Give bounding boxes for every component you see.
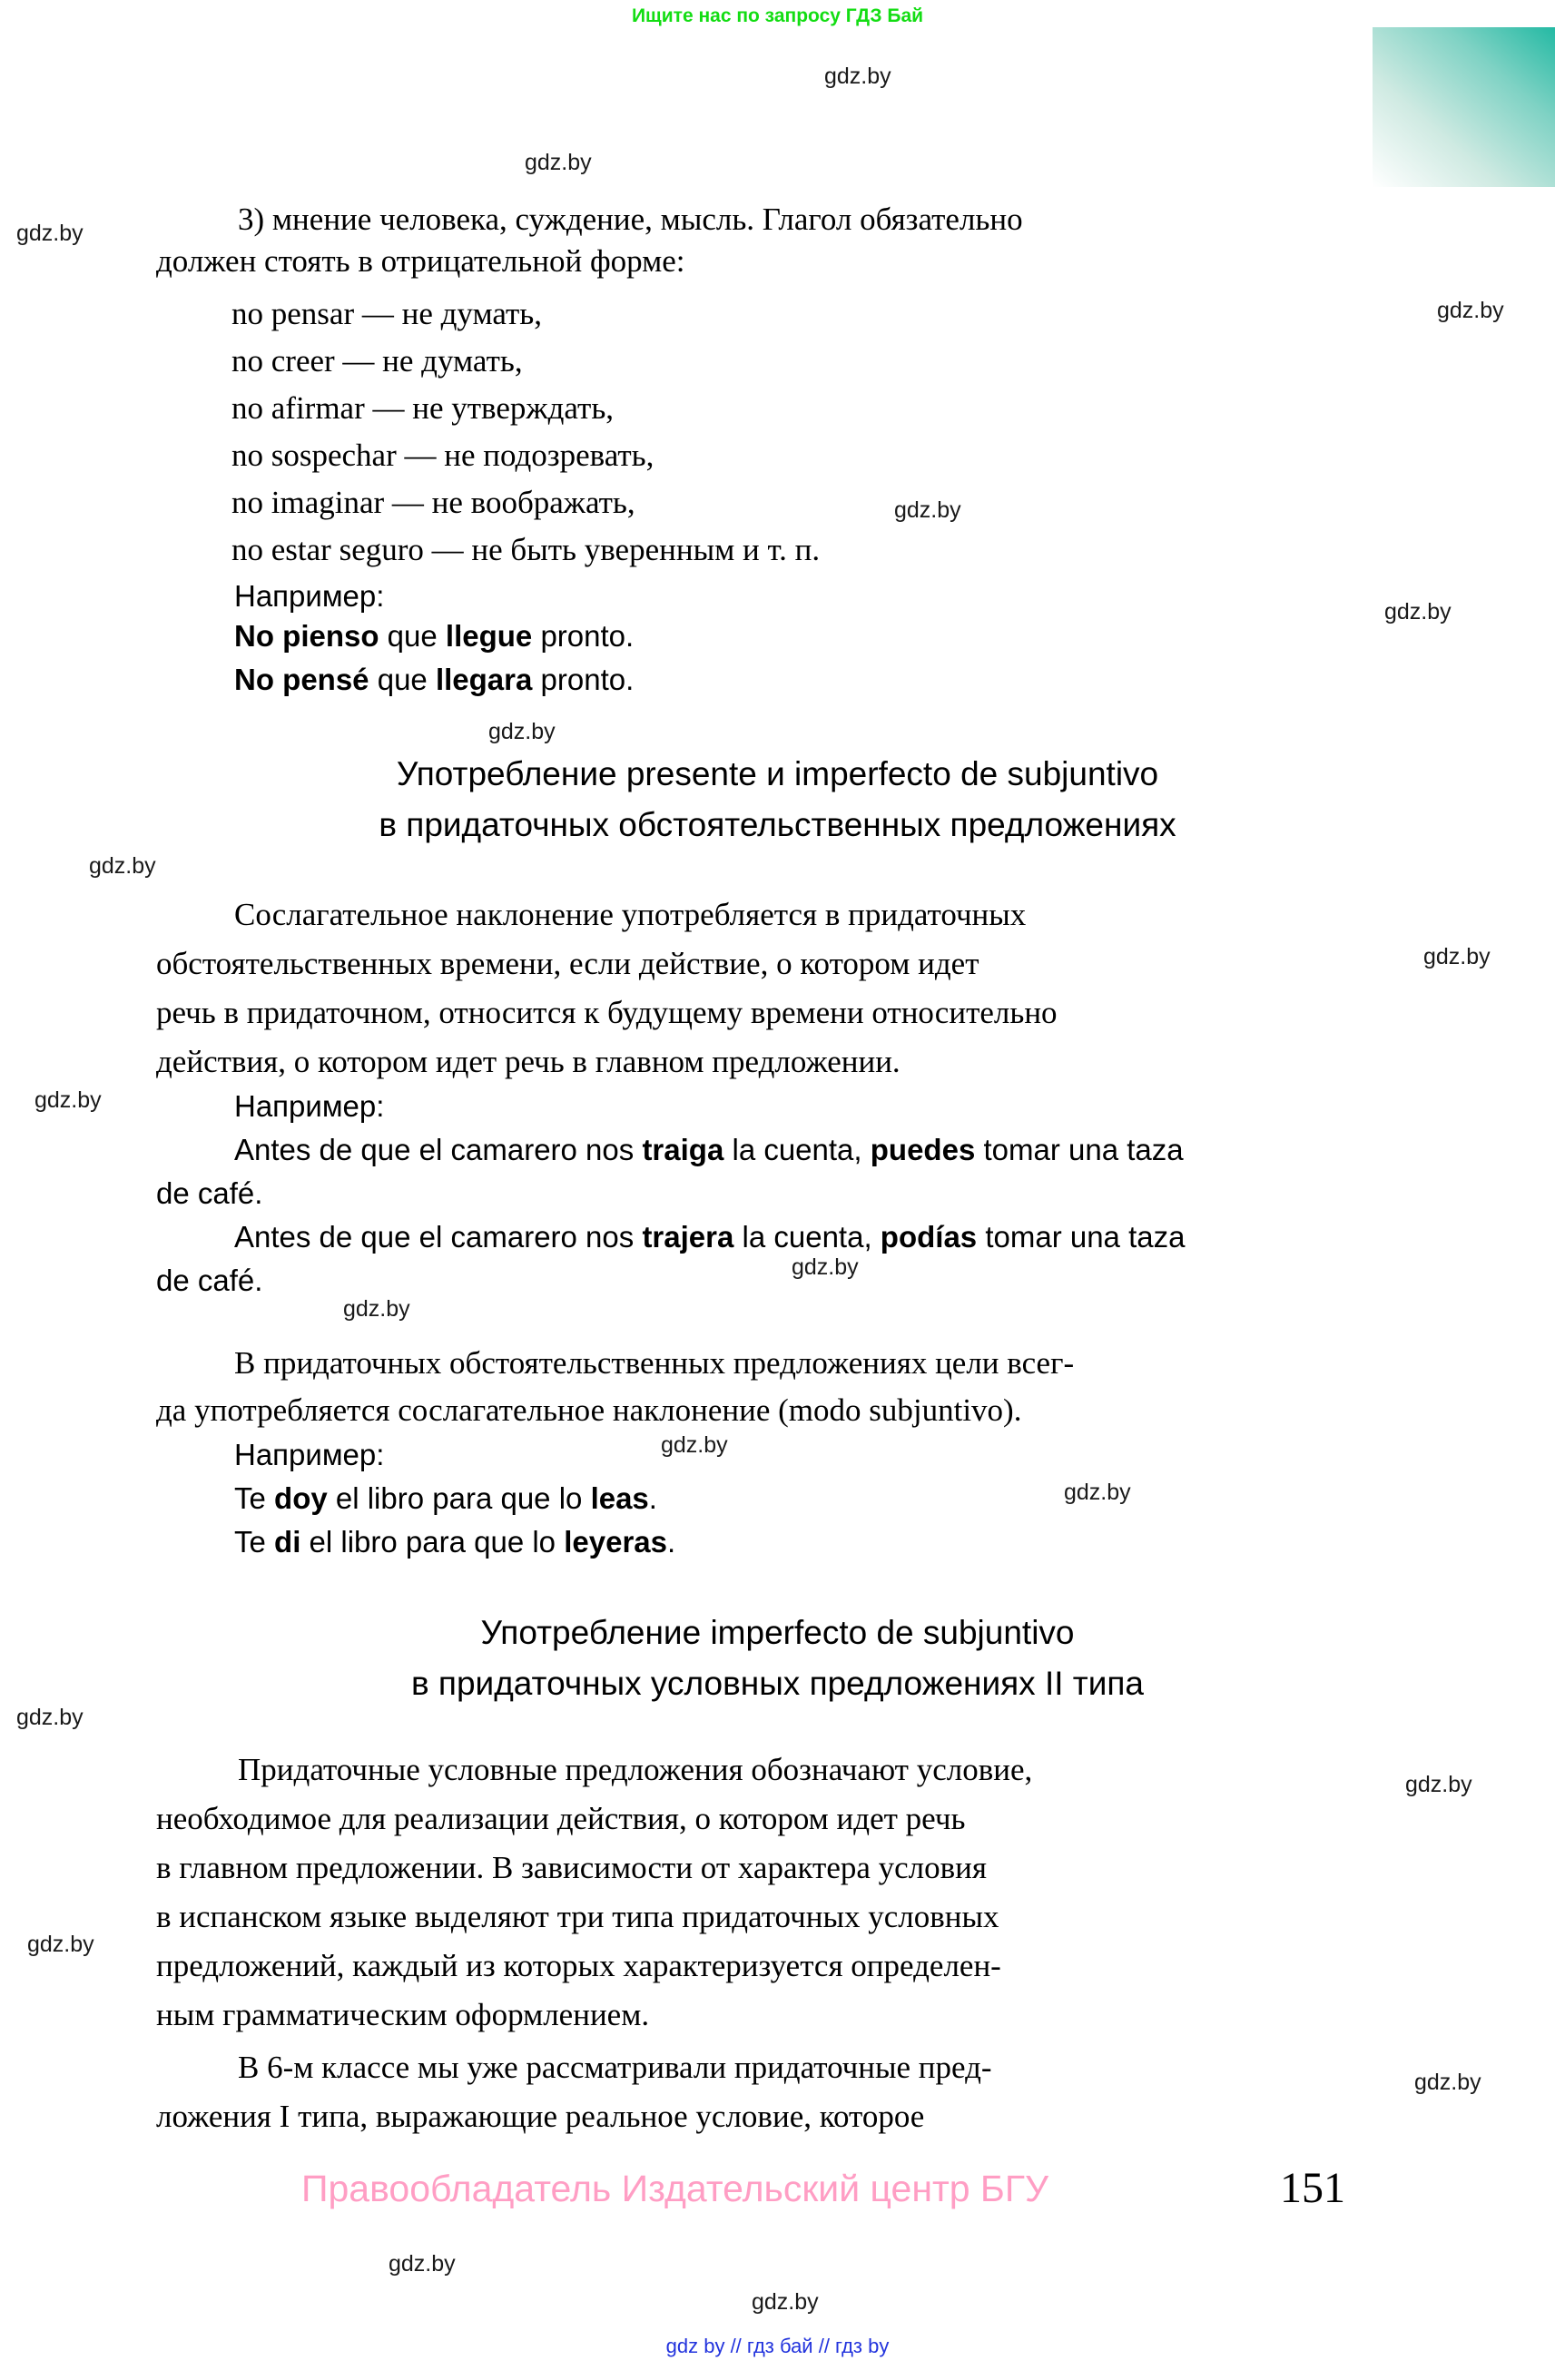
watermark-gdz: gdz.by xyxy=(1405,1772,1472,1797)
verb-list-item: no afirmar — не утверждать, xyxy=(231,390,615,426)
page-number: 151 xyxy=(1280,2164,1345,2212)
watermark-gdz: gdz.by xyxy=(894,497,961,523)
example-label: Например: xyxy=(234,579,385,613)
section-heading-1: в придаточных обстоятельственных предложениях xyxy=(379,806,1176,843)
teal-gradient-decoration xyxy=(1373,27,1555,187)
verb-list-item: no imaginar — не воображать, xyxy=(231,485,635,520)
example-sentence: Antes de que el camarero nos traiga la cuenta, puedes tomar una taza xyxy=(234,1133,1184,1166)
paragraph-line: В придаточных обстоятельственных предложениях цели всег- xyxy=(234,1345,1075,1381)
watermark-gdz: gdz.by xyxy=(752,2289,819,2315)
watermark-gdz: gdz.by xyxy=(1384,599,1452,625)
example-label: Например: xyxy=(234,1089,385,1123)
paragraph-line: обстоятельственных времени, если действие, о котором идет xyxy=(156,946,979,981)
verb-list-item: no estar seguro — не быть уверенным и т. п. xyxy=(231,532,821,567)
example-sentence: Te di el libro para que lo leyeras. xyxy=(234,1525,676,1559)
section-heading-2: Употребление imperfecto de subjuntivo xyxy=(480,1614,1075,1651)
example-sentence: No pensé que llegara pronto. xyxy=(234,663,635,696)
paragraph-line: в главном предложении. В зависимости от характера условия xyxy=(156,1850,988,1885)
paragraph-line: ным грамматическим оформлением. xyxy=(156,1997,650,2032)
watermark-gdz: gdz.by xyxy=(343,1296,410,1322)
watermark-gdz: gdz.by xyxy=(792,1254,859,1280)
footer-promo-text: gdz by // гдз бай // гдз by xyxy=(665,2335,890,2357)
paragraph-line: да употребляется сослагательное наклонение (modo subjuntivo). xyxy=(156,1392,1022,1428)
intro-paragraph-line: 3) мнение человека, суждение, мысль. Глагол обязательно xyxy=(238,202,1023,237)
intro-paragraph-line: должен стоять в отрицательной форме: xyxy=(156,243,685,279)
watermark-gdz: gdz.by xyxy=(27,1932,94,1957)
example-sentence: No pienso que llegue pronto. xyxy=(234,619,635,653)
watermark-gdz: gdz.by xyxy=(488,719,556,744)
example-sentence: de café. xyxy=(156,1176,263,1210)
watermark-gdz: gdz.by xyxy=(89,853,156,879)
example-label: Например: xyxy=(234,1438,385,1471)
example-sentence: Te doy el libro para que lo leas. xyxy=(234,1481,657,1515)
verb-list-item: no pensar — не думать, xyxy=(231,296,543,331)
paragraph-line: действия, о котором идет речь в главном предложении. xyxy=(156,1044,901,1079)
watermark-gdz: gdz.by xyxy=(1064,1480,1131,1505)
watermark-gdz: gdz.by xyxy=(824,64,891,89)
section-heading-1: Употребление presente и imperfecto de subjuntivo xyxy=(396,755,1159,792)
paragraph-line: речь в придаточном, относится к будущему времени относительно xyxy=(156,995,1058,1030)
paragraph-line: в испанском языке выделяют три типа придаточных условных xyxy=(156,1899,999,1934)
watermark-gdz: gdz.by xyxy=(34,1087,102,1113)
watermark-gdz: gdz.by xyxy=(525,150,592,175)
paragraph-line: необходимое для реализации действия, о котором идет речь xyxy=(156,1801,966,1836)
verb-list-item: no creer — не думать, xyxy=(231,343,523,379)
watermark-gdz: gdz.by xyxy=(389,2251,456,2277)
watermark-gdz: gdz.by xyxy=(16,221,84,246)
verb-list-item: no sospechar — не подозревать, xyxy=(231,438,654,473)
copyright-notice: Правообладатель Издательский центр БГУ xyxy=(301,2168,1049,2209)
paragraph-line: ложения I типа, выражающие реальное условие, которое xyxy=(156,2099,925,2134)
watermark-gdz: gdz.by xyxy=(16,1705,84,1730)
watermark-gdz: gdz.by xyxy=(661,1432,728,1458)
paragraph-line: Сослагательное наклонение употребляется в придаточных xyxy=(234,897,1027,932)
promo-banner-text: Ищите нас по запросу ГДЗ Бай xyxy=(631,5,924,26)
paragraph-line: В 6-м классе мы уже рассматривали придаточные пред- xyxy=(238,2050,992,2085)
example-sentence: Antes de que el camarero nos trajera la cuenta, podías tomar una taza xyxy=(234,1220,1186,1254)
paragraph-line: предложений, каждый из которых характеризуется определен- xyxy=(156,1948,1001,1983)
watermark-gdz: gdz.by xyxy=(1437,298,1504,323)
section-heading-2: в придаточных условных предложениях II типа xyxy=(410,1665,1145,1702)
paragraph-line: Придаточные условные предложения обозначают условие, xyxy=(238,1752,1033,1787)
watermark-gdz: gdz.by xyxy=(1423,944,1491,969)
example-sentence: de café. xyxy=(156,1264,263,1297)
watermark-gdz: gdz.by xyxy=(1414,2070,1481,2095)
